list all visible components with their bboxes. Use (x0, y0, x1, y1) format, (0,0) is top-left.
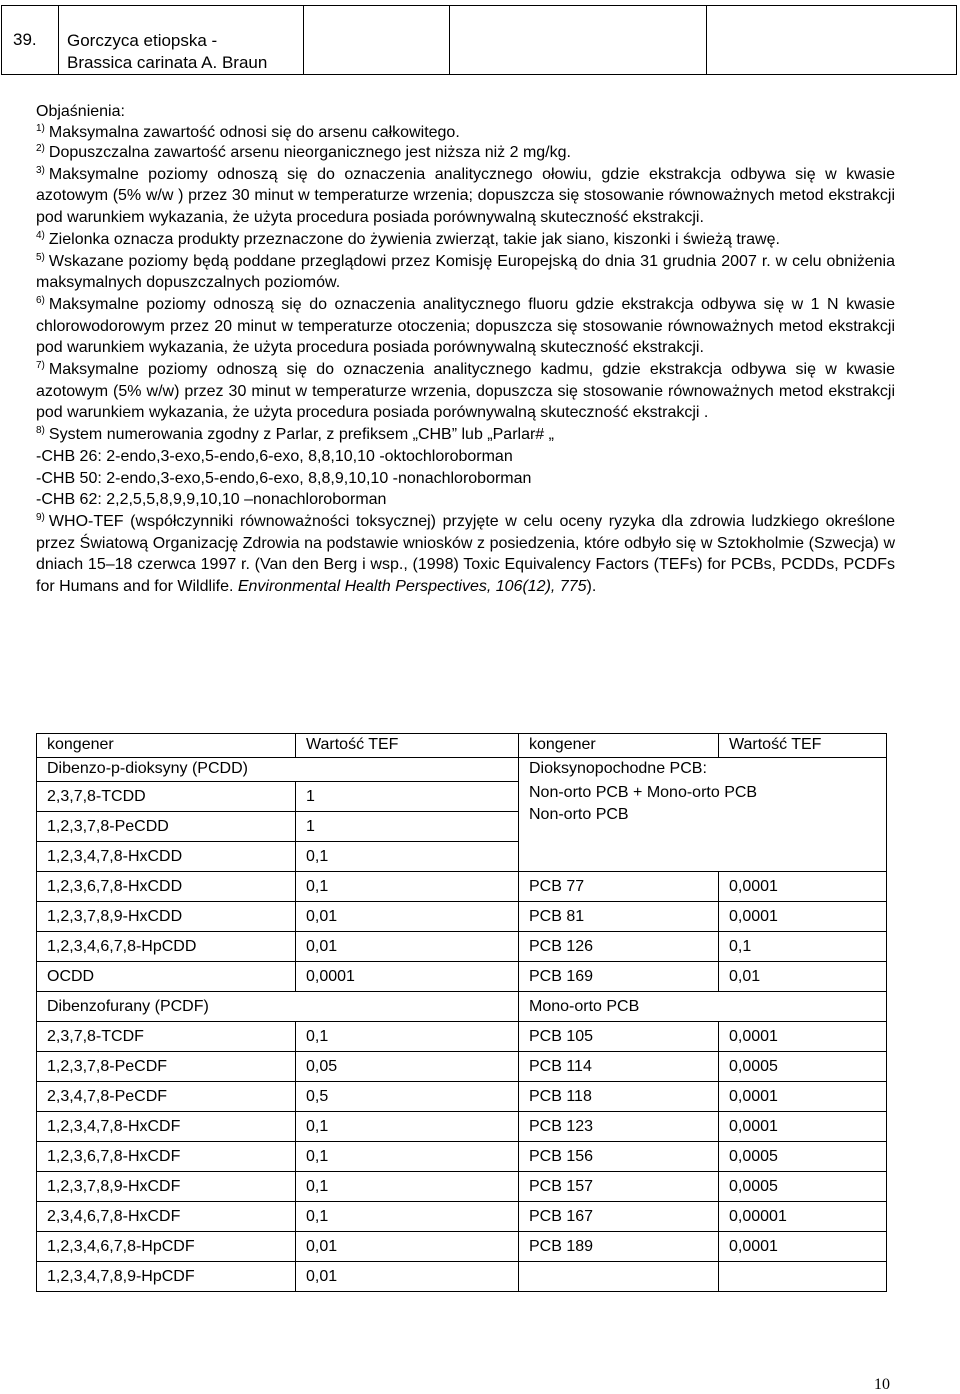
note-marker: 8) (36, 425, 45, 437)
header-table (1, 5, 957, 75)
pcb-tef-value: 0,0001 (719, 902, 887, 932)
header-kongener: kongener (37, 734, 296, 758)
table-row (37, 1202, 887, 1232)
pcb-name: PCB 169 (519, 962, 719, 992)
congener-name: 1,2,3,7,8-PeCDF (37, 1052, 296, 1082)
pcb-name: PCB 189 (519, 1232, 719, 1262)
pcb-name: PCB 81 (519, 902, 719, 932)
tef-value: 0,5 (296, 1082, 519, 1112)
congener-name: 1,2,3,4,6,7,8-HpCDD (37, 932, 296, 962)
note-text: Maksymalne poziomy odnoszą się do oznaczenia analitycznego kadmu, gdzie ekstrakcja odbywa się w kwasie azotowym (5% w/w) przez 30 minut w temperaturze wrzenia, dopuszcza się stosowanie równoważnych metod ekstrakcji pod warunkiem wykazania, że użyta procedura posiada porównywalną skuteczność ekstrakcji . (36, 361, 895, 422)
tef-value: 0,1 (296, 1022, 519, 1052)
table-row (37, 782, 887, 812)
congener-name: OCDD (37, 962, 296, 992)
empty-cell (707, 6, 957, 75)
journal-citation: Environmental Health Perspectives, 106(12), 775 (237, 578, 587, 596)
congener-name: 2,3,7,8-TCDD (37, 782, 296, 812)
note-text: System numerowania zgodny z Parlar, z prefiksem „CHB” lub „Parlar# „ (48, 426, 554, 444)
pcb-tef-value: 0,0005 (719, 1052, 887, 1082)
pcb-tef-value: 0,1 (719, 932, 887, 962)
pcb-tef-value: 0,01 (719, 962, 887, 992)
tef-value: 0,1 (296, 842, 519, 872)
note-text: Wskazane poziomy będą poddane przeglądowi przez Komisję Europejską do dnia 31 grudnia 2007 r. w celu obniżenia maksymalnych dopuszczalnych poziomów. (36, 252, 895, 292)
note-marker: 1) (36, 122, 45, 134)
congener-name: 2,3,4,7,8-PeCDF (37, 1082, 296, 1112)
notes-title: Objaśnienia: (36, 103, 125, 120)
tef-value: 0,1 (296, 1142, 519, 1172)
plant-name-line2: Brassica carinata A. Braun (67, 53, 268, 72)
section-row (37, 758, 887, 782)
congener-name: 1,2,3,6,7,8-HxCDF (37, 1142, 296, 1172)
pcb-name: PCB 126 (519, 932, 719, 962)
table-row (37, 1052, 887, 1082)
note-8-chb26: -CHB 26: 2-endo,3-exo,5-endo,6-exo, 8,8,10,10 -oktochloroborman (36, 447, 513, 465)
section-row (37, 992, 887, 1022)
tef-value: 0,1 (296, 1172, 519, 1202)
tef-value: 0,01 (296, 1232, 519, 1262)
note-marker: 2) (36, 143, 45, 155)
note-text: Zielonka oznacza produkty przeznaczone do żywienia zwierząt, takie jak siano, kiszonki i świeżą trawę. (48, 230, 780, 248)
congener-name: 1,2,3,7,8-PeCDD (37, 812, 296, 842)
note-1 (36, 123, 895, 144)
plant-name-line1: Gorczyca etiopska - (67, 31, 218, 50)
empty-cell (450, 6, 707, 75)
note-5 (36, 251, 895, 294)
table-row (37, 1232, 887, 1262)
note-text: Maksymalne poziomy odnoszą się do oznaczenia analitycznego ołowiu, gdzie ekstrakcja odbywa się w kwasie azotowym (5% w/w ) przez 30 minut w temperaturze wrzenia; dopuszcza się stosowanie równoważnych metod ekstrakcji pod warunkiem wykazania, że użyta procedura posiada porównywalną skuteczność ekstrakcji. (36, 165, 895, 227)
congener-name: 1,2,3,6,7,8-HxCDD (37, 872, 296, 902)
row-number: 39. (2, 6, 59, 75)
congener-name: 1,2,3,7,8,9-HxCDF (37, 1172, 296, 1202)
mono-orto-section: Mono-orto PCB (519, 992, 887, 1022)
citation-end: ). (586, 578, 597, 596)
tef-value: 1 (296, 782, 519, 812)
note-6 (36, 294, 895, 359)
plant-name (59, 6, 304, 75)
pcb-section: Dioksynopochodne PCB: (519, 758, 887, 782)
note-marker: 7) (36, 360, 45, 372)
pcb-name: PCB 156 (519, 1142, 719, 1172)
pcb-name: PCB 123 (519, 1112, 719, 1142)
table-row (37, 1082, 887, 1112)
pcb-name: PCB 105 (519, 1022, 719, 1052)
note-4 (36, 229, 895, 251)
congener-name: 2,3,7,8-TCDF (37, 1022, 296, 1052)
pcb-name: PCB 114 (519, 1052, 719, 1082)
note-2 (36, 143, 895, 164)
tef-value: 0,1 (296, 1202, 519, 1232)
note-8 (36, 424, 895, 446)
note-8-chb62: -CHB 62: 2,2,5,5,8,9,9,10,10 –nonachloroborman (36, 491, 387, 509)
table-row (37, 1142, 887, 1172)
note-marker: 4) (36, 229, 45, 241)
pcdf-section: Dibenzofurany (PCDF) (37, 992, 519, 1022)
pcb-name: PCB 118 (519, 1082, 719, 1112)
tef-value: 0,01 (296, 932, 519, 962)
pcb-name: PCB 167 (519, 1202, 719, 1232)
pcb-non-orto-label: Non-orto PCB (529, 805, 629, 823)
note-marker: 5) (36, 251, 45, 263)
table-row (37, 872, 887, 902)
note-8-chb50: -CHB 50: 2-endo,3-exo,5-endo,6-exo, 8,8,9,10,10 -nonachloroborman (36, 469, 532, 487)
table-row (37, 1112, 887, 1142)
congener-name: 1,2,3,4,7,8-HxCDD (37, 842, 296, 872)
pcdd-section: Dibenzo-p-dioksyny (PCDD) (37, 758, 519, 782)
table-row (37, 902, 887, 932)
table-row (37, 1262, 887, 1292)
tef-value: 0,0001 (296, 962, 519, 992)
pcb-name: PCB 157 (519, 1172, 719, 1202)
table-row (37, 1172, 887, 1202)
page-number: 10 (874, 1376, 890, 1393)
header-tef: Wartość TEF (296, 734, 519, 758)
congener-name: 1,2,3,4,6,7,8-HpCDF (37, 1232, 296, 1262)
note-text: Dopuszczalna zawartość arsenu nieorganicznego jest niższa niż 2 mg/kg. (48, 144, 571, 162)
pcb-tef-value: 0,00001 (719, 1202, 887, 1232)
note-text: Maksymalne poziomy odnoszą się do oznaczenia analitycznego fluoru gdzie ekstrakcja odbywa się w 1 N kwasie chlorowodorowym przez 20 minut w temperaturze otoczenia; dopuszcza się stosowanie równoważnych metod ekstrakcji pod warunkiem wykazania, że użyta procedura posiada porównywalną skuteczność ekstrakcji. (36, 295, 895, 357)
pcb-tef-value: 0,0005 (719, 1172, 887, 1202)
pcb-subheadings (519, 782, 887, 872)
header-kongener: kongener (519, 734, 719, 758)
note-3 (36, 164, 895, 229)
tef-value: 1 (296, 812, 519, 842)
note-marker: 6) (36, 294, 45, 306)
tef-value: 0,05 (296, 1052, 519, 1082)
note-7 (36, 359, 895, 424)
header-tef: Wartość TEF (719, 734, 887, 758)
pcb-name (519, 1262, 719, 1292)
pcb-tef-value: 0,0001 (719, 1082, 887, 1112)
pcb-tef-value: 0,0005 (719, 1142, 887, 1172)
pcb-non-mono-label: Non-orto PCB + Mono-orto PCB (529, 783, 758, 801)
footnotes (36, 101, 895, 598)
pcb-tef-value: 0,0001 (719, 1112, 887, 1142)
tef-value: 0,01 (296, 1262, 519, 1292)
pcb-tef-value (719, 1262, 887, 1292)
note-text: WHO-TEF (współczynniki równoważności toksycznej) przyjęte w celu oceny ryzyka dla zdrowia ludzkiego określone przez Światową Organizację Zdrowia na podstawie wniosków z posiedzenia, które odbyło się w Sztokholmie (Szwecja) w dniach 15–18 czerwca 1997 r. (Van den Berg i wsp., (1998) Toxic Equivalency Factors (TEFs) for PCBs, PCDDs, PCDFs for Humans and for Wildlife. (36, 512, 895, 596)
note-marker: 3) (36, 164, 45, 176)
pcb-tef-value: 0,0001 (719, 1022, 887, 1052)
tef-table (36, 733, 887, 1292)
table-row (37, 1022, 887, 1052)
pcb-tef-value: 0,0001 (719, 872, 887, 902)
table-row (37, 962, 887, 992)
table-row (37, 932, 887, 962)
congener-name: 2,3,4,6,7,8-HxCDF (37, 1202, 296, 1232)
table-header-row (37, 734, 887, 758)
pcb-name: PCB 77 (519, 872, 719, 902)
note-9 (36, 511, 895, 598)
note-text: Maksymalna zawartość odnosi się do arsenu całkowitego. (48, 123, 460, 141)
congener-name: 1,2,3,7,8,9-HxCDD (37, 902, 296, 932)
empty-cell (304, 6, 450, 75)
congener-name: 1,2,3,4,7,8,9-HpCDF (37, 1262, 296, 1292)
pcb-tef-value: 0,0001 (719, 1232, 887, 1262)
tef-value: 0,1 (296, 872, 519, 902)
tef-value: 0,1 (296, 1112, 519, 1142)
tef-value: 0,01 (296, 902, 519, 932)
note-marker: 9) (36, 511, 45, 523)
congener-name: 1,2,3,4,7,8-HxCDF (37, 1112, 296, 1142)
